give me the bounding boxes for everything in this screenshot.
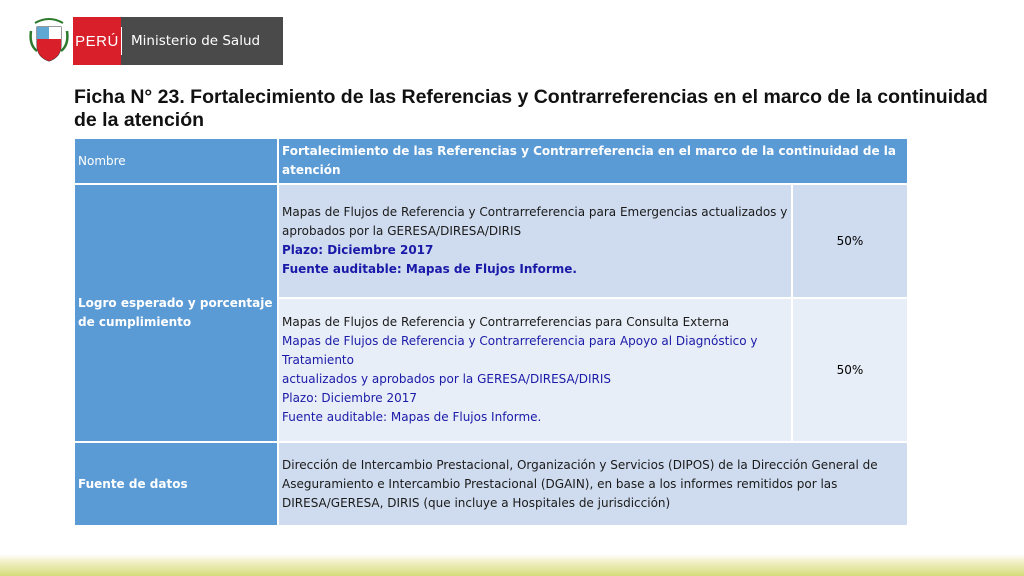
logro-row2-fuente: Fuente auditable: Mapas de Flujos Informe. — [282, 410, 542, 424]
fuente-datos-value: Dirección de Intercambio Prestacional, Organización y Servicios (DIPOS) de la Dirección General de Aseguramiento e Intercambio Prestacional (DGAIN), en base a los informes remitidos por las DIRESA/GERESA, DIRIS (que incluye a Hospitales de jurisdicción) — [279, 443, 907, 525]
logro-row1-percent: 50% — [793, 185, 907, 297]
nombre-label: Nombre — [75, 139, 277, 183]
peru-label: PERÚ — [75, 32, 119, 50]
fuente-datos-label: Fuente de datos — [75, 443, 277, 525]
logro-row1-text — [279, 185, 791, 297]
table-row-logro-1 — [75, 185, 907, 297]
ministry-logo — [121, 17, 283, 65]
ministry-label: Ministerio de Salud — [131, 33, 261, 49]
peru-coat-of-arms-icon — [29, 17, 69, 65]
footer-decoration — [0, 554, 1024, 576]
logo-divider — [121, 27, 122, 55]
table-row-fuente-datos — [75, 443, 907, 525]
logro-row2-plazo: Plazo: Diciembre 2017 — [282, 391, 418, 405]
logro-row2-line3: actualizados y aprobados por la GERESA/DIRESA/DIRIS — [282, 372, 612, 386]
ficha-table — [73, 137, 909, 527]
logro-row2-line1: Mapas de Flujos de Referencia y Contrarreferencias para Consulta Externa — [282, 315, 730, 329]
logro-row2-text — [279, 299, 791, 441]
nombre-value: Fortalecimiento de las Referencias y Contrarreferencia en el marco de la continuidad de la atención — [279, 139, 907, 183]
table-row-nombre — [75, 139, 907, 183]
page-title: Ficha N° 23. Fortalecimiento de las Referencias y Contrarreferencias en el marco de la continuidad de la atención — [74, 86, 988, 131]
logro-row1-plazo: Plazo: Diciembre 2017 — [282, 243, 434, 257]
logro-row2-percent: 50% — [793, 299, 907, 441]
logro-label: Logro esperado y porcentaje de cumplimiento — [75, 185, 277, 441]
logro-row2-line2: Mapas de Flujos de Referencia y Contrarreferencia para Apoyo al Diagnóstico y Tratamiento — [282, 334, 758, 367]
logro-row1-fuente: Fuente auditable: Mapas de Flujos Informe. — [282, 262, 577, 276]
logro-row1-line1: Mapas de Flujos de Referencia y Contrarreferencia para Emergencias actualizados y aprobados por la GERESA/DIRESA/DIRIS — [282, 205, 788, 238]
peru-logo — [73, 17, 121, 65]
